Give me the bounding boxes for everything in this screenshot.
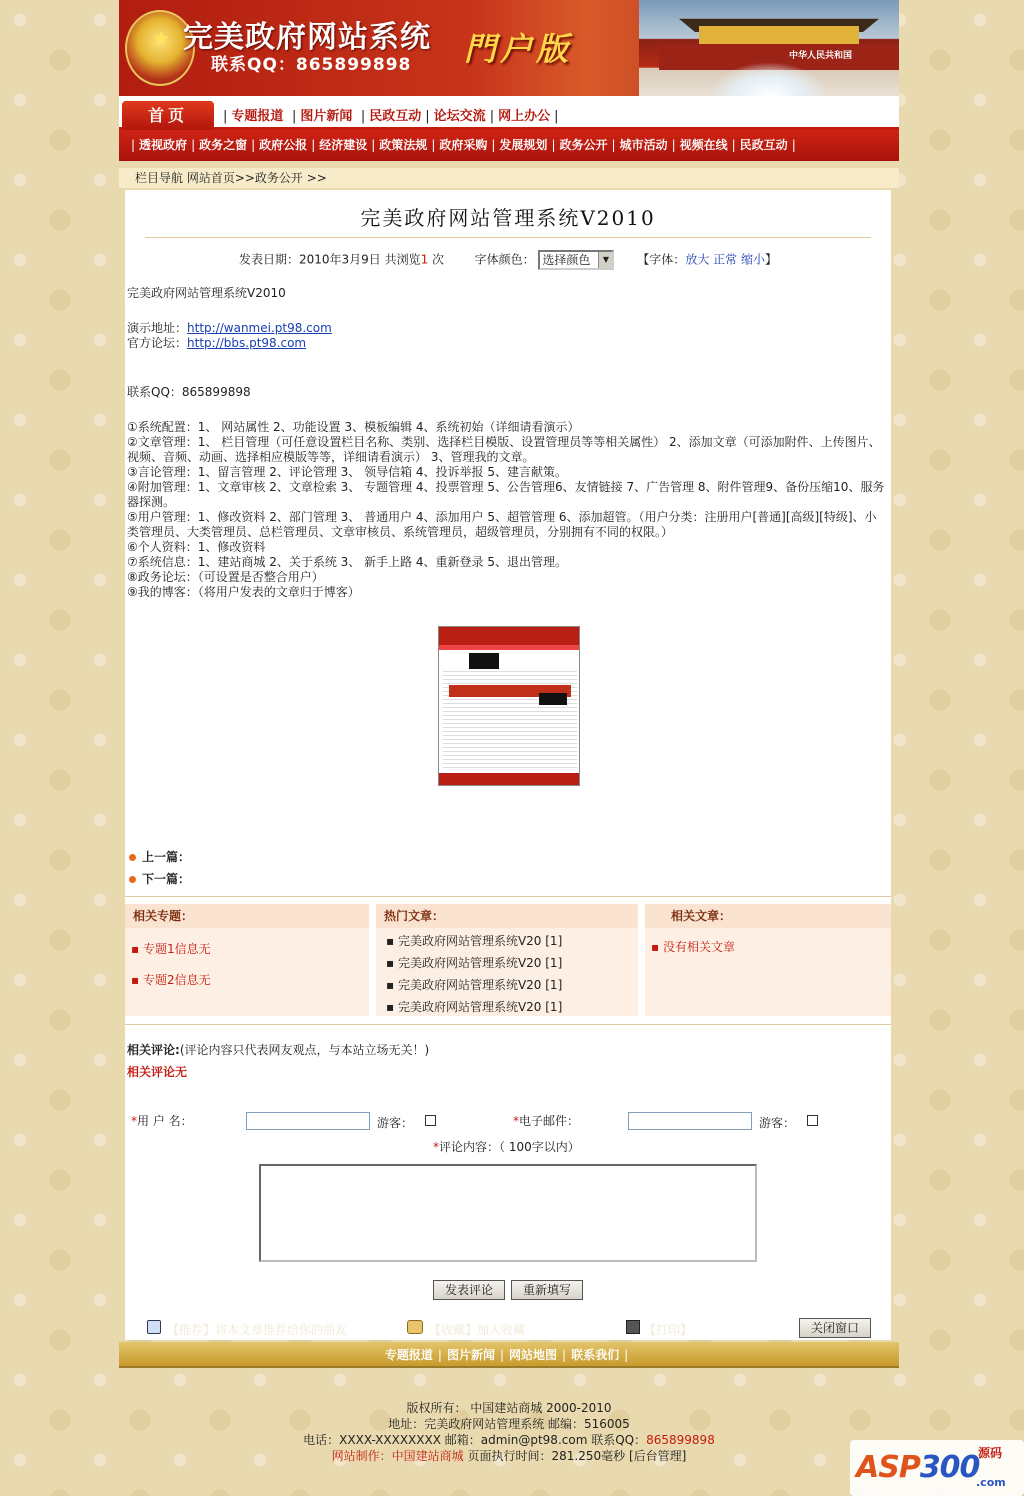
footer-nav-topics[interactable]: 专题报道 xyxy=(384,1348,433,1362)
demo-link[interactable]: http://wanmei.pt98.com xyxy=(187,321,332,335)
footer-contact: 电话：XXXX-XXXXXXXX 邮箱：admin@pt98.com 联系QQ：865899898 xyxy=(303,1433,715,1447)
nav2-item-2[interactable]: 政府公报 xyxy=(259,138,308,152)
gate-sign: 中华人民共和国 xyxy=(789,51,853,61)
comments-header: 相关评论:(评论内容只代表网友观点，与本站立场无关！) xyxy=(127,1043,430,1057)
prev-article[interactable]: 上一篇： xyxy=(129,848,190,865)
site-footer xyxy=(119,1400,899,1464)
email-input[interactable] xyxy=(628,1112,752,1130)
national-emblem-icon: ★ xyxy=(125,10,195,86)
comments-empty: 相关评论无 xyxy=(127,1065,188,1079)
feature-6: ⑥个人资料：1、修改资料 xyxy=(127,540,266,554)
nav2-item-1[interactable]: 政务之窗 xyxy=(199,138,248,152)
close-window-button[interactable]: 关闭窗口 xyxy=(799,1318,871,1338)
related-topics-box xyxy=(125,904,369,1016)
divider xyxy=(125,1024,891,1025)
feature-4: ④附加管理：1、文章审核 2、文章检索 3、 专题管理 4、投票管理 5、公告管理6、友情链接 7、广告管理 8、附件管理9、备份压缩10、服务器探测。 xyxy=(127,480,885,509)
view-count-suffix: 次 xyxy=(428,252,445,267)
feature-2: ②文章管理：1、 栏目管理（可任意设置栏目名称、类别、选择栏目模版、设置管理员等等相关属性） 2、添加文章（可添加附件、上传图片、视频、音频、动画、选择相应模版等等，详细请看演示） 3、管理我的文章。 xyxy=(127,435,881,464)
feature-7: ⑦系统信息：1、建站商城 2、关于系统 3、 新手上路 4、重新登录 5、退出管理。 xyxy=(127,555,568,569)
footer-made-by: 网站制作：中国建站商城 页面执行时间：281.250毫秒 [后台管理] xyxy=(331,1449,687,1463)
nav1-item-topics[interactable]: 专题报道 xyxy=(231,109,284,124)
submit-comment-button[interactable]: 发表评论 xyxy=(433,1280,505,1300)
forum-label: 官方论坛： xyxy=(127,336,188,350)
guest-checkbox-2[interactable] xyxy=(807,1115,818,1126)
footer-address: 地址：完美政府网站管理系统 邮编：516005 xyxy=(388,1417,630,1431)
secondary-nav: | 透视政府 | 政务之窗 | 政府公报 | 经济建设 | 政策法规 | 政府采购 | 发展规划 | 政务公开 | 城市活动 | 视频在线 | 民政互动 | xyxy=(119,130,899,161)
bullet-icon xyxy=(129,876,136,883)
site-banner xyxy=(119,0,899,96)
contact-qq: 联系QQ：865899898 xyxy=(127,385,251,399)
nav1-item-civil-interaction[interactable]: 民政互动 xyxy=(369,109,422,124)
recommend-icon[interactable] xyxy=(147,1320,161,1334)
email-label: *电子邮件： xyxy=(513,1114,580,1128)
breadcrumb: 栏目导航 网站首页>>政务公开 >> xyxy=(119,168,899,188)
favorite-icon[interactable] xyxy=(407,1320,423,1334)
hot-articles-title: 热门文章： xyxy=(376,904,638,928)
guest-label: 游客： xyxy=(377,1116,414,1130)
username-input[interactable] xyxy=(246,1112,370,1130)
related-topic-item[interactable]: ▪ 专题2信息无 xyxy=(131,973,211,987)
related-topics-title: 相关专题： xyxy=(125,904,369,928)
nav2-item-5[interactable]: 政府采购 xyxy=(439,138,488,152)
hot-article-item[interactable]: ▪ 完美政府网站管理系统V20 [1] xyxy=(386,956,563,970)
reset-comment-button[interactable]: 重新填写 xyxy=(511,1280,583,1300)
comment-content-label: *评论内容：（ 100字以内） xyxy=(433,1140,580,1154)
font-size-normal-link[interactable]: 正常 xyxy=(713,252,738,267)
primary-nav: 首页 | 专题报道 | 图片新闻 | 民政互动 | 论坛交流 | 网上办公 | xyxy=(119,96,899,130)
guest-checkbox[interactable] xyxy=(425,1115,436,1126)
print-link[interactable]: 【打印】 xyxy=(644,1323,693,1337)
feature-9: ⑨我的博客：（将用户发表的文章归于博客） xyxy=(127,585,360,599)
hot-article-item[interactable]: ▪ 完美政府网站管理系统V20 [1] xyxy=(386,978,563,992)
nav2-item-7[interactable]: 政务公开 xyxy=(559,138,608,152)
nav2-item-9[interactable]: 视频在线 xyxy=(679,138,728,152)
print-icon[interactable] xyxy=(626,1320,640,1334)
nav2-item-8[interactable]: 城市活动 xyxy=(619,138,668,152)
site-qq: 联系QQ：865899898 xyxy=(211,55,412,75)
footer-nav: 专题报道 | 图片新闻 | 网站地图 | 联系我们 | xyxy=(119,1342,899,1368)
title-divider xyxy=(145,237,871,238)
related-topic-item[interactable]: ▪ 专题1信息无 xyxy=(131,942,211,956)
font-size-big-link[interactable]: 放大 xyxy=(685,252,710,267)
article-panel xyxy=(125,190,891,1340)
hot-article-item[interactable]: ▪ 完美政府网站管理系统V20 [1] xyxy=(386,934,563,948)
feature-1: ①系统配置：1、 网站属性 2、功能设置 3、模板编辑 4、系统初始（详细请看演示） xyxy=(127,420,580,434)
footer-copyright: 版权所有： 中国建站商城 2000-2010 xyxy=(406,1401,612,1415)
next-article[interactable]: 下一篇： xyxy=(129,870,190,887)
footer-nav-contact[interactable]: 联系我们 xyxy=(571,1348,620,1362)
nav1-item-online-office[interactable]: 网上办公 xyxy=(498,109,551,124)
font-size-small-link[interactable]: 缩小 xyxy=(741,252,766,267)
asp300-watermark-logo: ASP300 源码 .com xyxy=(850,1440,1024,1496)
feature-3: ③言论管理：1、留言管理 2、评论管理 3、 领导信箱 4、投诉举报 5、建言献策。 xyxy=(127,465,568,479)
page-wrapper xyxy=(119,0,899,1496)
nav1-item-forum[interactable]: 论坛交流 xyxy=(433,109,486,124)
nav2-item-6[interactable]: 发展规划 xyxy=(499,138,548,152)
divider xyxy=(125,896,891,897)
forum-link[interactable]: http://bbs.pt98.com xyxy=(187,336,307,350)
font-color-label: 字体颜色： xyxy=(474,252,535,267)
publish-date: 发表日期：2010年3月9日 共浏览 xyxy=(238,252,421,267)
article-meta xyxy=(125,250,891,270)
bullet-icon xyxy=(129,854,136,861)
banner-edition: 門户版 xyxy=(464,30,573,68)
related-articles-box xyxy=(645,904,891,1016)
guest-label-2: 游客： xyxy=(759,1116,796,1130)
article-content xyxy=(127,286,887,600)
demo-label: 演示地址： xyxy=(127,321,188,335)
nav2-item-10[interactable]: 民政互动 xyxy=(739,138,788,152)
chevron-down-icon: ▼ xyxy=(598,252,612,268)
font-size-prefix: 【字体： xyxy=(637,252,686,267)
nav-home-tab[interactable]: 首页 xyxy=(122,101,214,130)
font-color-select[interactable]: 选择颜色 ▼ xyxy=(538,250,614,270)
username-label: *用 户 名： xyxy=(131,1114,193,1128)
nav1-item-photo-news[interactable]: 图片新闻 xyxy=(300,109,353,124)
view-count: 1 xyxy=(420,252,429,267)
nav2-item-3[interactable]: 经济建设 xyxy=(319,138,368,152)
article-title: 完美政府网站管理系统V2010 xyxy=(360,206,656,230)
tiananmen-image xyxy=(639,0,899,96)
font-size-suffix: 】 xyxy=(765,252,778,267)
related-articles-title: 相关文章： xyxy=(645,904,891,928)
related-article-item: ▪ 没有相关文章 xyxy=(651,940,735,954)
article-tools-bar xyxy=(125,1318,891,1340)
comment-textarea[interactable] xyxy=(259,1164,757,1262)
site-title: 完美政府网站系统 xyxy=(183,20,431,55)
recommend-link[interactable]: 【推荐】将本文章推荐给你的朋友 xyxy=(167,1323,348,1337)
footer-nav-photo-news[interactable]: 图片新闻 xyxy=(446,1348,495,1362)
nav2-item-4[interactable]: 政策法规 xyxy=(379,138,428,152)
hot-article-item[interactable]: ▪ 完美政府网站管理系统V20 [1] xyxy=(386,1000,563,1014)
feature-8: ⑧政务论坛：（可设置是否整合用户） xyxy=(127,570,324,584)
favorite-link[interactable]: 【收藏】加入收藏 xyxy=(429,1323,526,1337)
footer-nav-sitemap[interactable]: 网站地图 xyxy=(509,1348,558,1362)
screenshot-thumbnail[interactable] xyxy=(438,626,580,786)
nav2-item-0[interactable]: 透视政府 xyxy=(139,138,188,152)
feature-5: ⑤用户管理：1、修改资料 2、部门管理 3、 普通用户 4、添加用户 5、超管管理 6、添加超管。（用户分类：注册用户[普通][高级][特级]、小类管理员、大类管理员、总栏管理员、文章审核员、系统管理员，超级管理员，分别拥有不同的权限。） xyxy=(127,510,877,539)
article-intro: 完美政府网站管理系统V2010 xyxy=(127,286,286,300)
hot-articles-box xyxy=(376,904,638,1016)
